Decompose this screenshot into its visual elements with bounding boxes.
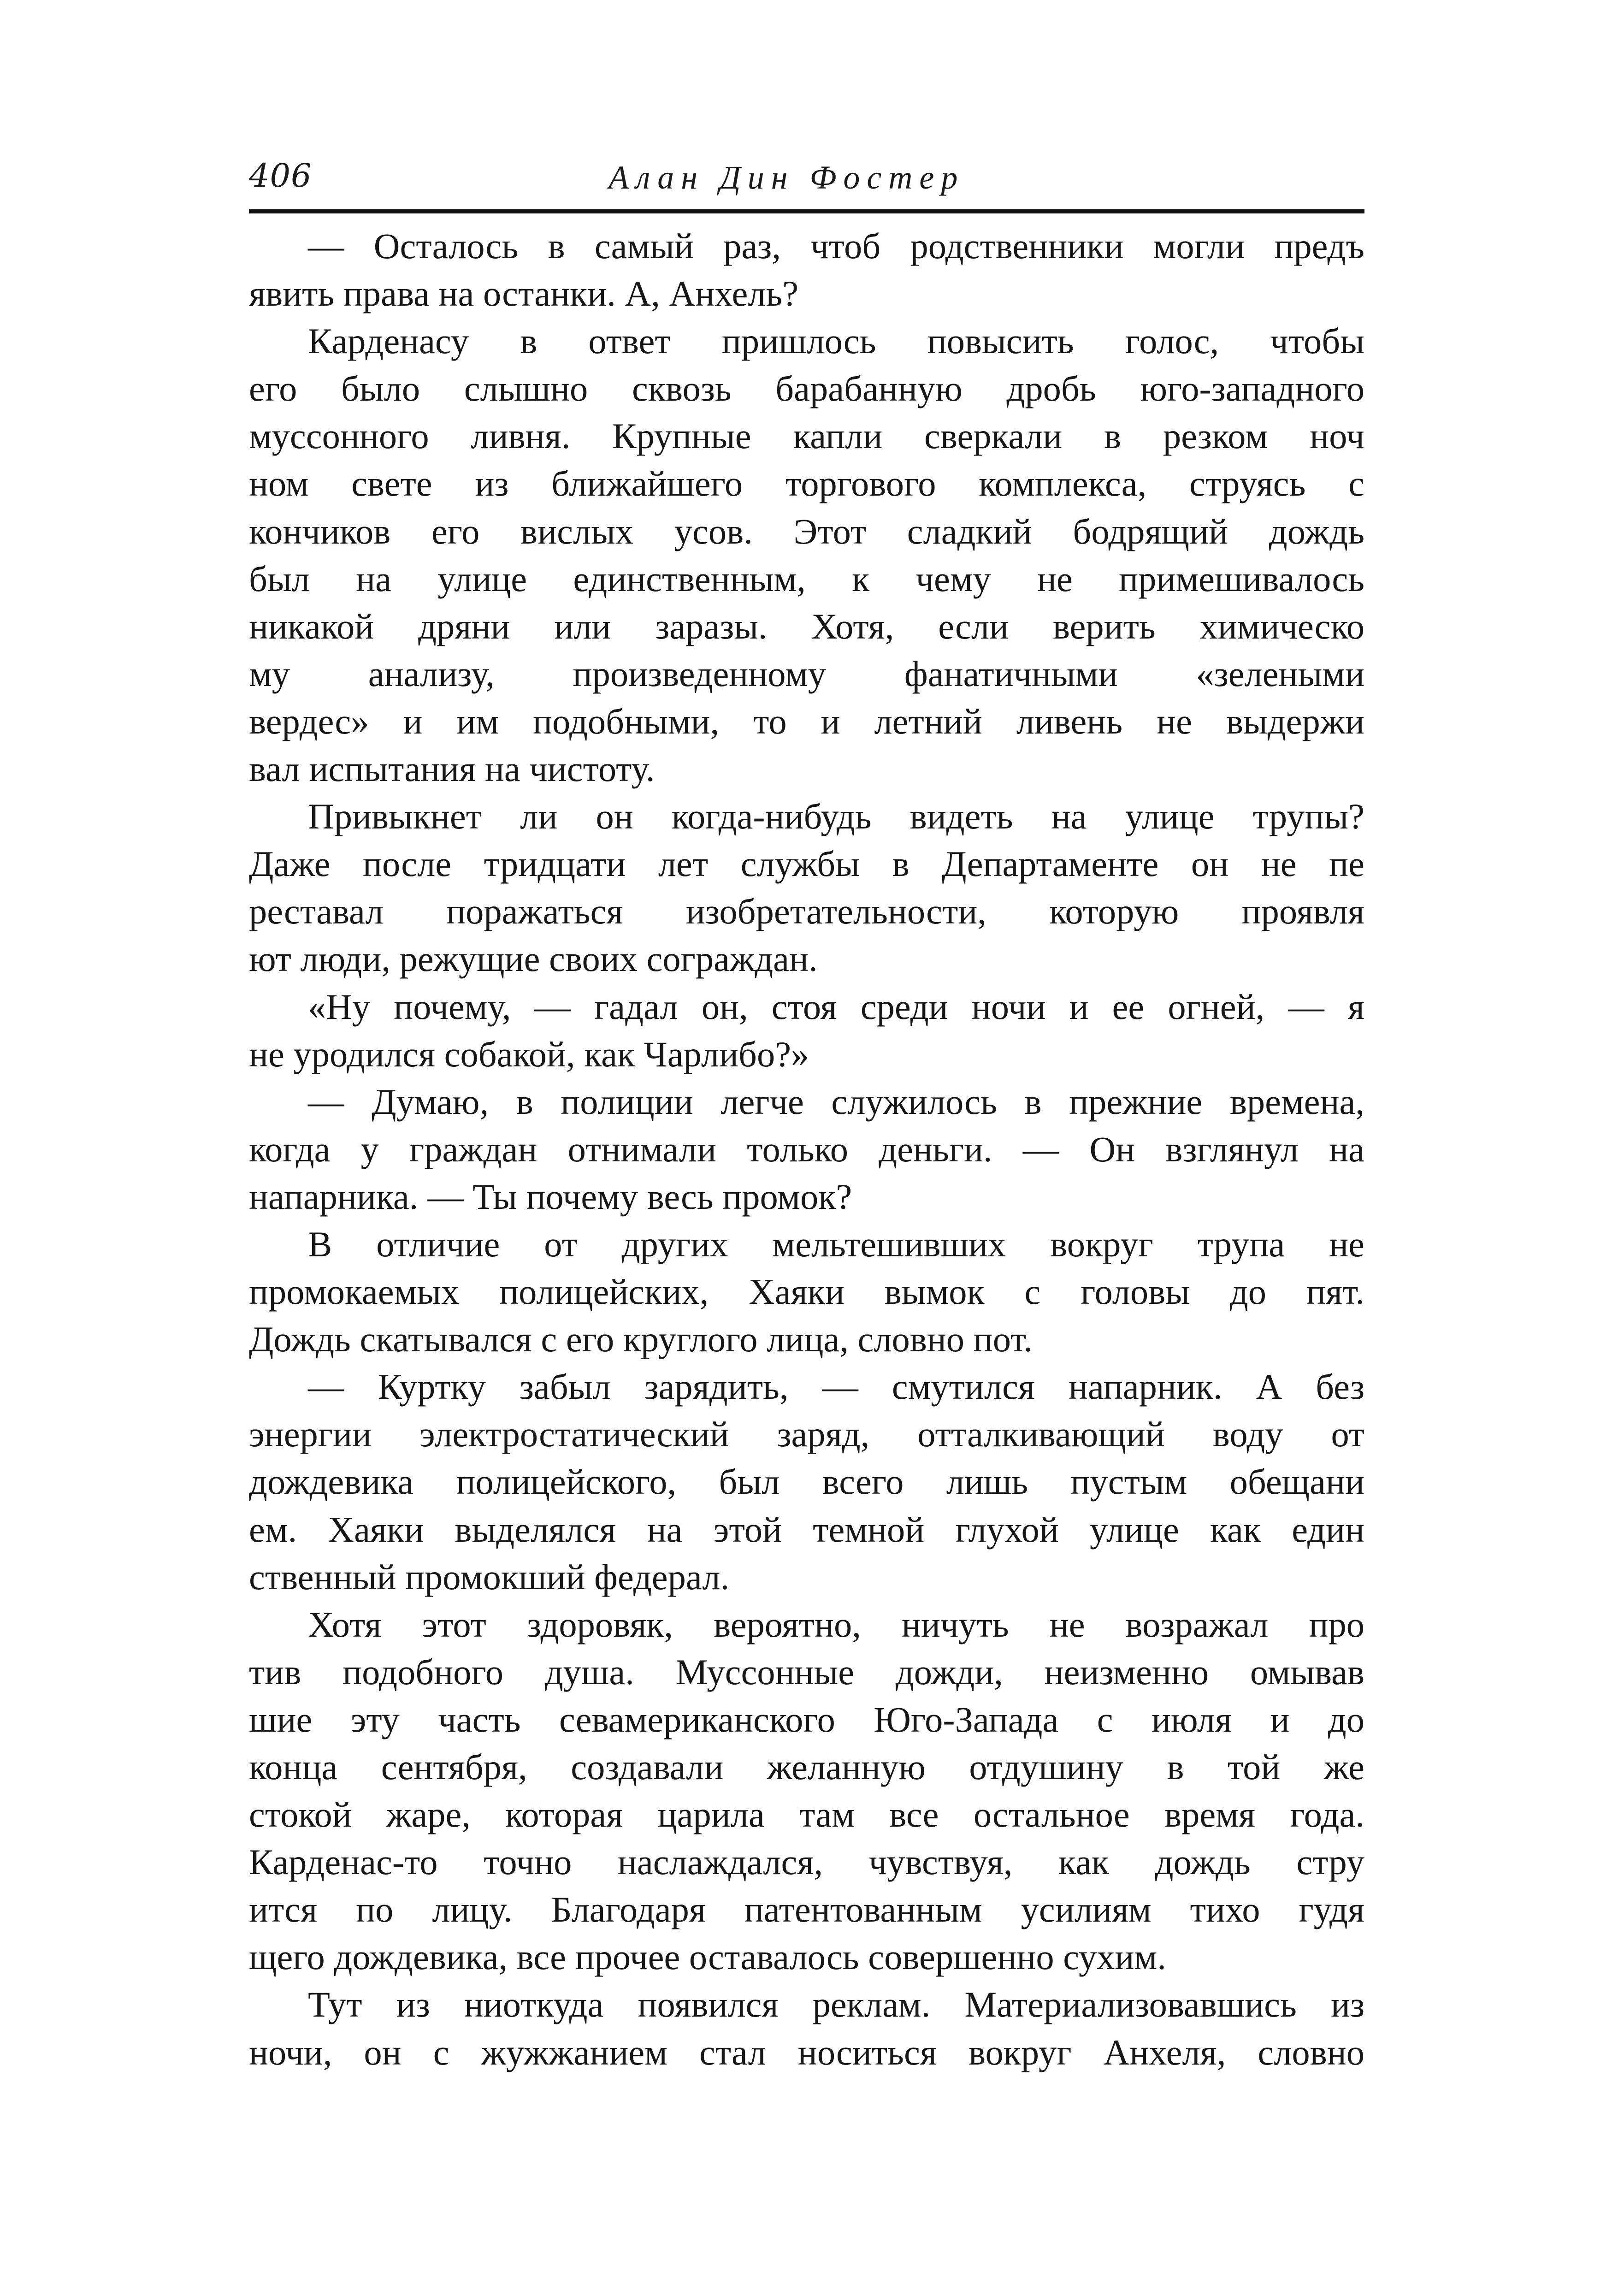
- text-line: явить права на останки. А, Анхель?: [249, 273, 799, 314]
- text-line: — Думаю, в полиции легче служилось в прежние времена,: [308, 1081, 1364, 1122]
- text-line: ют люди, режущие своих сограждан.: [249, 939, 818, 979]
- text-line: никакой дряни или заразы. Хотя, если верить химическо: [249, 606, 1364, 646]
- text-line: вал испытания на чистоту.: [249, 749, 655, 789]
- text-line: Привыкнет ли он когда-нибудь видеть на улице трупы?: [308, 796, 1364, 837]
- text-line: Тут из ниоткуда появился реклам. Материализовавшись из: [308, 1984, 1364, 2025]
- text-line: Дождь скатывался с его круглого лица, словно пот.: [249, 1319, 1033, 1360]
- text-line: энергии электростатический заряд, отталкивающий воду от: [249, 1414, 1364, 1455]
- text-line: ственный промокший федерал.: [249, 1556, 730, 1597]
- text-line: стокой жаре, которая царила там все остальное время года.: [249, 1794, 1364, 1835]
- text-line: «Ну почему, — гадал он, стоя среди ночи и ее огней, — я: [308, 986, 1364, 1027]
- text-line: В отличие от других мельтешивших вокруг трупа не: [308, 1224, 1364, 1264]
- text-line: ночи, он с жужжанием стал носиться вокруг Анхеля, словно: [249, 2032, 1364, 2072]
- text-line: щего дождевика, все прочее оставалось совершенно сухим.: [249, 1937, 1166, 1977]
- text-line: вердес» и им подобными, то и летний ливень не выдержи: [249, 701, 1364, 741]
- text-line: Карденас-то точно наслаждался, чувствуя, как дождь стру: [249, 1842, 1364, 1882]
- text-line: — Куртку забыл зарядить, — смутился напарник. А без: [308, 1367, 1364, 1407]
- running-head: Алан Дин Фостер: [608, 159, 965, 196]
- body-text: [249, 222, 1364, 2076]
- text-line: его было слышно сквозь барабанную дробь юго-западного: [249, 368, 1364, 409]
- text-line: ном свете из ближайшего торгового комплекса, струясь с: [249, 463, 1364, 504]
- text-line: тив подобного душа. Муссонные дожди, неизменно омывав: [249, 1651, 1364, 1692]
- page-header: [249, 152, 1364, 207]
- text-line: напарника. — Ты почему весь промок?: [249, 1176, 852, 1217]
- text-line: Даже после тридцати лет службы в Департаменте он не пе: [249, 844, 1364, 884]
- text-line: дождевика полицейского, был всего лишь пустым обещани: [249, 1461, 1364, 1502]
- text-line: му анализу, произведенному фанатичными «зелеными: [249, 653, 1364, 694]
- text-line: реставал поражаться изобретательности, которую проявля: [249, 891, 1364, 932]
- text-line: конца сентября, создавали желанную отдушину в той же: [249, 1747, 1364, 1787]
- text-line: Карденасу в ответ пришлось повысить голос, чтобы: [308, 321, 1364, 361]
- text-line: кончиков его вислых усов. Этот сладкий бодрящий дождь: [249, 511, 1364, 551]
- text-line: ем. Хаяки выделялся на этой темной глухой улице как един: [249, 1509, 1364, 1550]
- text-line: не уродился собакой, как Чарлибо?»: [249, 1034, 809, 1074]
- text-line: когда у граждан отнимали только деньги. — Он взглянул на: [249, 1129, 1364, 1169]
- text-line: был на улице единственным, к чему не примешивалось: [249, 558, 1364, 599]
- text-line: — Осталось в самый раз, чтоб родственники могли предъ: [308, 226, 1364, 266]
- text-line: Хотя этот здоровяк, вероятно, ничуть не возражал про: [308, 1604, 1364, 1645]
- text-line: ится по лицу. Благодаря патентованным усилиям тихо гудя: [249, 1889, 1364, 1930]
- text-line: промокаемых полицейских, Хаяки вымок с головы до пят.: [249, 1272, 1364, 1312]
- text-line: шие эту часть севамериканского Юго-Запада с июля и до: [249, 1699, 1364, 1740]
- page-number: 406: [249, 157, 312, 195]
- header-rule: [249, 209, 1364, 213]
- text-line: муссонного ливня. Крупные капли сверкали в резком ноч: [249, 416, 1364, 456]
